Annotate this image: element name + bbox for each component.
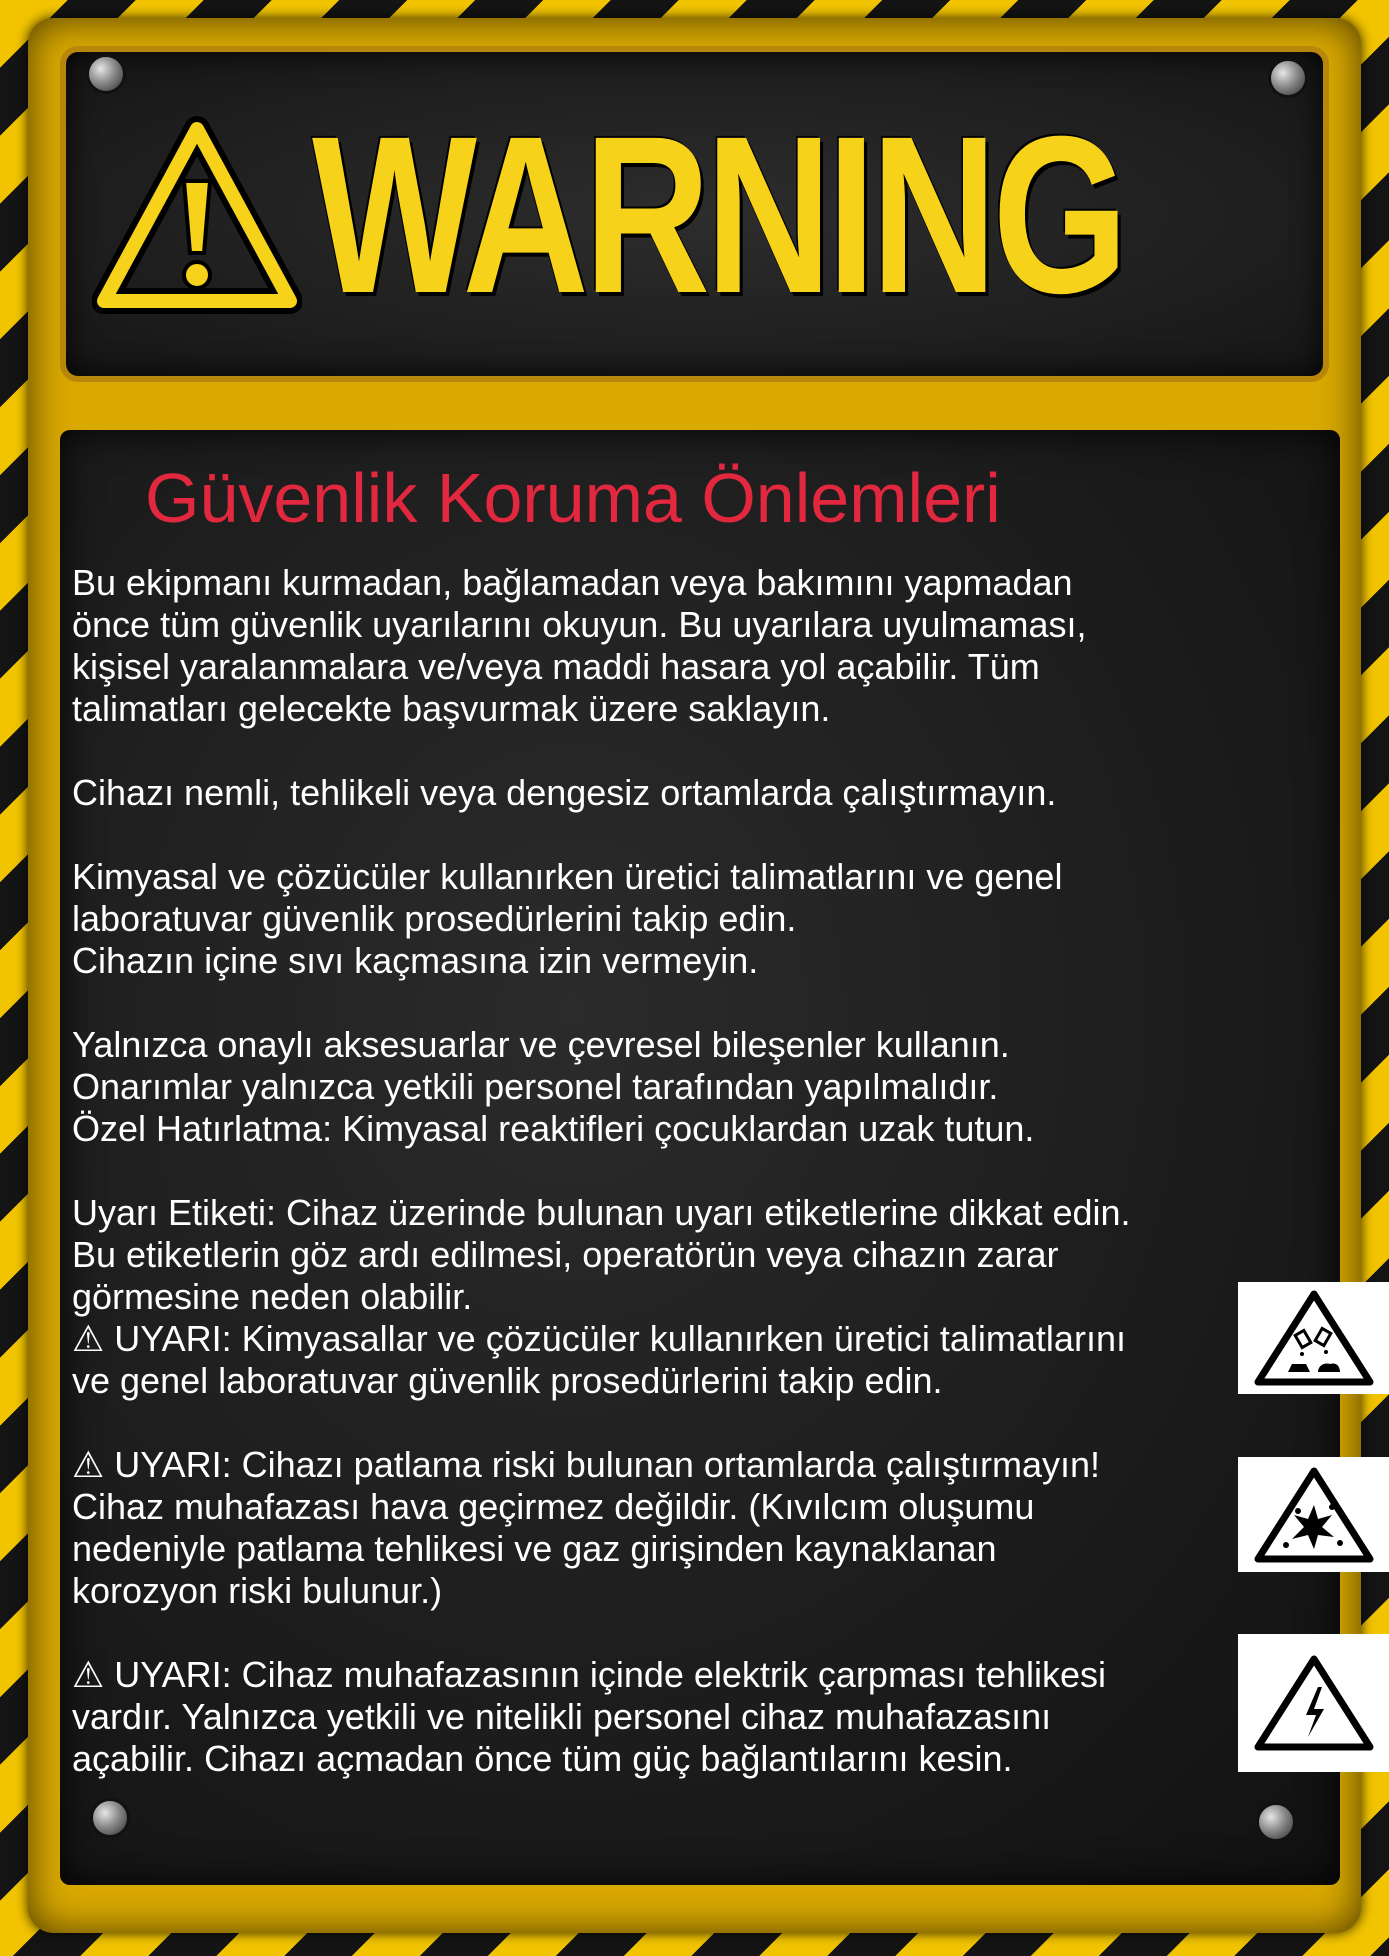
text-line: nedeniyle patlama tehlikesi ve gaz girişinden kaynaklanan bbox=[72, 1528, 997, 1569]
text-line: ⚠ UYARI: Kimyasallar ve çözücüler kullanırken üretici talimatlarını bbox=[72, 1318, 1126, 1359]
text-line: önce tüm güvenlik uyarılarını okuyun. Bu uyarılara uyulmaması, bbox=[72, 604, 1087, 645]
electrical-hazard-icon bbox=[1252, 1653, 1376, 1753]
electrical-hazard-label bbox=[1238, 1634, 1389, 1772]
text-line: vardır. Yalnızca yetkili ve nitelikli personel cihaz muhafazasını bbox=[72, 1696, 1052, 1737]
paragraph-accessories bbox=[72, 1024, 1242, 1150]
paragraph-warning-labels bbox=[72, 1192, 1242, 1402]
text-line: ⚠ UYARI: Cihazı patlama riski bulunan ortamlarda çalıştırmayın! bbox=[72, 1444, 1100, 1485]
text-line: Bu etiketlerin göz ardı edilmesi, operatörün veya cihazın zarar bbox=[72, 1234, 1059, 1275]
explosive-hazard-icon bbox=[1252, 1465, 1376, 1565]
text-line: ve genel laboratuvar güvenlik prosedürlerini takip edin. bbox=[72, 1360, 943, 1401]
explosive-hazard-label bbox=[1238, 1457, 1389, 1572]
paragraph-explosion-warning bbox=[72, 1444, 1242, 1612]
text-line: Cihaz muhafazası hava geçirmez değildir. (Kıvılcım oluşumu bbox=[72, 1486, 1035, 1527]
safety-text bbox=[72, 562, 1242, 1822]
text-line: Cihazın içine sıvı kaçmasına izin vermeyin. bbox=[72, 940, 759, 981]
text-line: Cihazı nemli, tehlikeli veya dengesiz ortamlarda çalıştırmayın. bbox=[72, 772, 1057, 813]
text-line: Yalnızca onaylı aksesuarlar ve çevresel bileşenler kullanın. bbox=[72, 1024, 1010, 1065]
text-line: Özel Hatırlatma: Kimyasal reaktifleri çocuklardan uzak tutun. bbox=[72, 1108, 1035, 1149]
warning-header bbox=[92, 90, 1312, 340]
warning-title: WARNING bbox=[312, 90, 1124, 340]
warning-triangle-icon bbox=[92, 115, 302, 315]
text-line: korozyon riski bulunur.) bbox=[72, 1570, 443, 1611]
bolt-top-right bbox=[1268, 58, 1308, 98]
paragraph-electrical-warning bbox=[72, 1654, 1242, 1780]
paragraph-chemicals bbox=[72, 856, 1242, 982]
text-line: kişisel yaralanmalara ve/veya maddi hasara yol açabilir. Tüm bbox=[72, 646, 1040, 687]
text-line: açabilir. Cihazı açmadan önce tüm güç bağlantılarını kesin. bbox=[72, 1738, 1013, 1779]
corrosive-hazard-label bbox=[1238, 1282, 1389, 1394]
text-line: Uyarı Etiketi: Cihaz üzerinde bulunan uyarı etiketlerine dikkat edin. bbox=[72, 1192, 1131, 1233]
paragraph-general bbox=[72, 562, 1242, 730]
section-title: Güvenlik Koruma Önlemleri bbox=[145, 459, 1001, 537]
bolt-bottom-right bbox=[1256, 1802, 1296, 1842]
corrosive-hazard-icon bbox=[1252, 1288, 1376, 1388]
text-line: Onarımlar yalnızca yetkili personel tarafından yapılmalıdır. bbox=[72, 1066, 999, 1107]
text-line: görmesine neden olabilir. bbox=[72, 1276, 473, 1317]
text-line: laboratuvar güvenlik prosedürlerini takip edin. bbox=[72, 898, 797, 939]
text-line: ⚠ UYARI: Cihaz muhafazasının içinde elektrik çarpması tehlikesi bbox=[72, 1654, 1107, 1695]
text-line: Bu ekipmanı kurmadan, bağlamadan veya bakımını yapmadan bbox=[72, 562, 1073, 603]
text-line: talimatları gelecekte başvurmak üzere saklayın. bbox=[72, 688, 831, 729]
text-line: Kimyasal ve çözücüler kullanırken üretici talimatlarını ve genel bbox=[72, 856, 1063, 897]
bolt-top-left bbox=[86, 54, 126, 94]
paragraph-environment bbox=[72, 772, 1242, 814]
